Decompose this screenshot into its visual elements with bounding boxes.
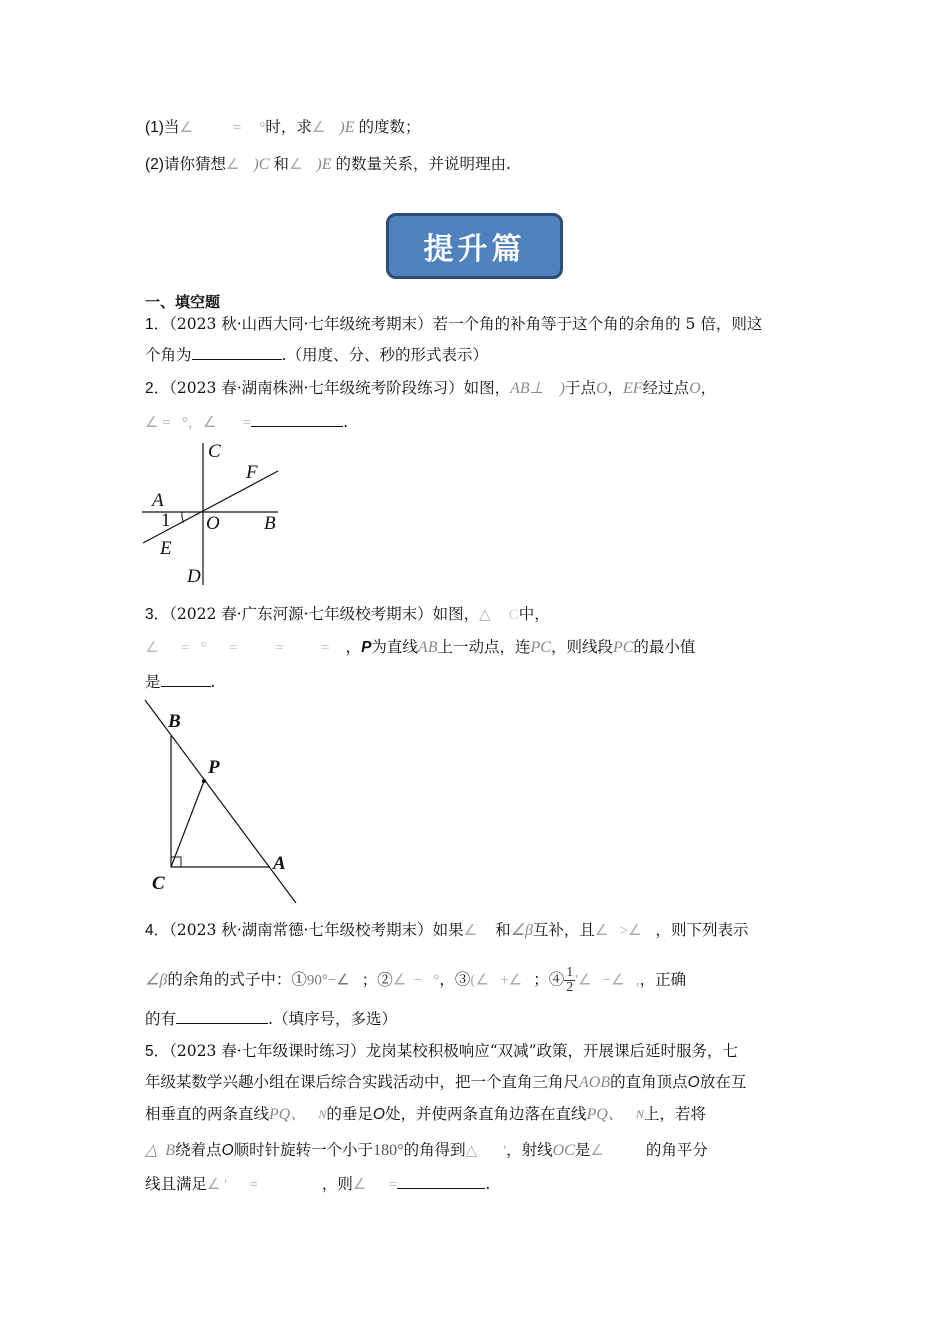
text: 龙岗某校积极响应“双减”政策，开展课后延时服务，七 — [365, 1042, 739, 1060]
question-source: （2023 春·七年级课时练习） — [169, 1042, 366, 1060]
question-number: 5． — [145, 1043, 170, 1060]
label-d: D — [187, 566, 201, 587]
text: 中， — [518, 605, 550, 623]
math-fragment: ∠ = ° = = = — [145, 640, 330, 656]
text: 的最小值 — [633, 638, 696, 656]
angle-symbol: ∠ — [179, 120, 193, 136]
degree-symbol: ° — [259, 120, 266, 136]
math-fragment: O — [372, 1106, 385, 1123]
math-fragment: ∠ = °，∠ = — [145, 415, 252, 431]
label-e: E — [160, 538, 172, 559]
question-source: （2022 春·广东河源·七年级校考期末） — [169, 605, 433, 623]
angle-symbol: ∠ — [288, 157, 303, 173]
answer-blank[interactable] — [176, 1008, 268, 1024]
question-source: （2023 秋·山西大同·七年级统考期末） — [169, 315, 433, 333]
math-fragment: PQ、 — [586, 1106, 624, 1123]
math-fragment: ∠ ' = — [207, 1177, 258, 1193]
label-b: B — [168, 711, 181, 732]
math-fragment: ∠β — [145, 971, 168, 989]
text: 和 — [495, 921, 511, 939]
answer-blank[interactable] — [397, 1173, 485, 1189]
math-fragment: 180° — [373, 1142, 404, 1159]
text: 的直角顶点 — [610, 1073, 688, 1091]
math-fragment: ∠ >∠ — [594, 923, 642, 939]
angle-symbol: ∠ — [225, 157, 240, 173]
text: 年级某数学兴趣小组在课后综合实践活动中，把一个直角三角尺 — [145, 1073, 580, 1091]
question-3-line-3 — [145, 671, 215, 692]
text: ，③ — [439, 970, 471, 989]
text: 上，若将 — [643, 1105, 706, 1123]
text: 时，求 — [265, 118, 312, 136]
text: 的垂足 — [326, 1105, 373, 1123]
triangle-symbol: △ — [479, 607, 491, 623]
text: 个角为 — [145, 346, 192, 364]
numerator: 1 — [566, 965, 574, 980]
label-b: B — [264, 513, 276, 534]
question-source: （2023 秋·湖南常德·七年级校考期末） — [169, 921, 433, 939]
prev-part-2 — [145, 154, 511, 175]
text: .（用度、分、秒的形式表示） — [281, 346, 488, 364]
question-2-line-2 — [145, 411, 348, 433]
math-fragment: PQ、 — [269, 1106, 307, 1123]
answer-blank[interactable] — [161, 671, 211, 687]
text: 如图， — [432, 605, 480, 623]
math-fragment: )E — [316, 156, 332, 173]
text: ， — [607, 379, 624, 397]
text: 放在互 — [699, 1073, 747, 1091]
text: 的角平分 — [645, 1141, 708, 1159]
text: 的有 — [145, 1010, 177, 1028]
text: 请你猜想 — [163, 155, 226, 173]
option-2-expr: ∠ − ° — [392, 972, 440, 989]
section-banner — [386, 213, 563, 279]
math-fragment: N — [318, 1107, 327, 1121]
question-2-line-1 — [145, 378, 716, 399]
text: ，正确 — [639, 970, 687, 989]
text: .（填序号，多选） — [268, 1010, 397, 1028]
math-fragment: EF — [623, 380, 643, 397]
label-p: P — [208, 757, 220, 778]
text: ， — [700, 379, 717, 397]
question-5-line-2 — [145, 1072, 746, 1093]
question-5-line-4 — [145, 1140, 708, 1161]
denominator: 2 — [566, 980, 574, 995]
text: . — [210, 673, 216, 691]
text: 的角得到 — [403, 1141, 466, 1159]
text: . — [343, 413, 348, 431]
part-label: (2) — [145, 156, 164, 173]
label-a: A — [152, 490, 164, 511]
question-3-line-1 — [145, 604, 550, 625]
prev-part-1 — [145, 117, 420, 138]
question-5-line-5 — [145, 1173, 490, 1195]
math-fragment: AB⊥ — [510, 380, 544, 397]
angle-symbol: ∠ — [590, 1143, 604, 1159]
text: 线且满足 — [145, 1175, 208, 1193]
label-o: O — [206, 513, 220, 534]
text: 的数量关系，并说明理由. — [335, 155, 511, 173]
answer-blank[interactable] — [251, 411, 343, 427]
text: 绕着点 — [175, 1141, 222, 1159]
text: ，射线 — [506, 1141, 553, 1159]
question-4-line-3 — [145, 1008, 397, 1029]
math-fragment: C — [508, 607, 519, 623]
text: 如图， — [463, 379, 511, 397]
text: 于点 — [564, 379, 596, 397]
question-number: 3． — [145, 606, 170, 623]
question-number: 4． — [145, 922, 170, 939]
text: ，则线段 — [550, 638, 613, 656]
answer-blank[interactable] — [192, 344, 282, 360]
math-fragment: AOB — [579, 1074, 611, 1091]
math-fragment: N — [635, 1107, 644, 1121]
equals-sign: = — [232, 120, 242, 136]
math-fragment: △ B — [145, 1142, 176, 1159]
math-fragment: AB — [417, 639, 438, 656]
text: 的度数； — [358, 118, 421, 136]
math-fragment: P — [361, 639, 372, 656]
text: ；④ — [533, 970, 565, 989]
text: 和 — [273, 155, 289, 173]
math-fragment: )E — [339, 119, 355, 136]
question-1-line-2 — [145, 344, 488, 365]
label-a: A — [273, 853, 286, 874]
text: 经过点 — [642, 379, 690, 397]
option-4-expr: '∠ −∠ , — [575, 972, 640, 989]
text: 是 — [145, 673, 161, 691]
text: ；② — [361, 970, 393, 989]
text: 当 — [163, 118, 180, 136]
text: 相垂直的两条直线 — [145, 1105, 270, 1123]
math-fragment: O — [689, 380, 701, 397]
text: ，则下列表示 — [655, 921, 749, 939]
question-5-line-1 — [145, 1041, 738, 1062]
math-fragment: O — [595, 380, 608, 397]
text: 上一动点，连 — [437, 638, 531, 656]
option-1-expr: 90°−∠ — [306, 972, 350, 989]
question-number: 2． — [145, 380, 170, 397]
math-fragment: O — [221, 1142, 234, 1159]
text: 是 — [574, 1141, 591, 1159]
math-fragment: )C — [253, 156, 270, 173]
figure-intersecting-lines — [140, 437, 290, 587]
math-fragment: OC — [552, 1142, 575, 1159]
label-c: C — [152, 873, 165, 894]
question-3-line-2 — [145, 637, 695, 658]
text: 的余角的式子中：① — [167, 970, 307, 989]
section-heading: 一、填空题 — [145, 293, 221, 311]
label-1: 1 — [161, 510, 171, 531]
text: 互补，且 — [532, 921, 595, 939]
figure-right-triangle — [140, 697, 310, 907]
angle-symbol: ∠ — [463, 923, 478, 939]
text: 若一个角的补角等于这个角的余角的 5 倍，则这 — [432, 315, 763, 333]
text: 为直线 — [371, 638, 418, 656]
question-5-line-3 — [145, 1104, 706, 1125]
text: 如果 — [432, 921, 464, 939]
part-label: (1) — [145, 119, 164, 136]
text: . — [485, 1175, 491, 1193]
text: ， — [345, 638, 362, 656]
label-c: C — [208, 441, 221, 462]
math-fragment: △ ' — [465, 1143, 507, 1159]
math-fragment: O — [687, 1074, 700, 1091]
fraction-half — [564, 966, 575, 995]
banner-title: 提升篇 — [423, 232, 526, 267]
angle-symbol: ∠ — [311, 120, 326, 136]
question-4-line-2 — [145, 966, 686, 995]
math-fragment: ∠β — [510, 922, 533, 939]
question-4-line-1 — [145, 920, 749, 941]
question-number: 1． — [145, 316, 170, 333]
label-f: F — [246, 462, 258, 483]
question-source: （2023 春·湖南株洲·七年级统考阶段练习） — [169, 379, 464, 397]
math-fragment: ∠ = — [352, 1177, 398, 1193]
text: 顺时针旋转一个小于 — [233, 1141, 374, 1159]
text: ，则 — [321, 1175, 353, 1193]
option-3-expr: (∠ +∠ — [470, 972, 534, 989]
math-fragment: PC — [612, 639, 634, 656]
text: 处，并使两条直角边落在直线 — [384, 1105, 587, 1123]
math-fragment: PC — [530, 639, 551, 656]
question-1-line-1 — [145, 314, 762, 335]
math-fragment: ) — [559, 380, 565, 397]
